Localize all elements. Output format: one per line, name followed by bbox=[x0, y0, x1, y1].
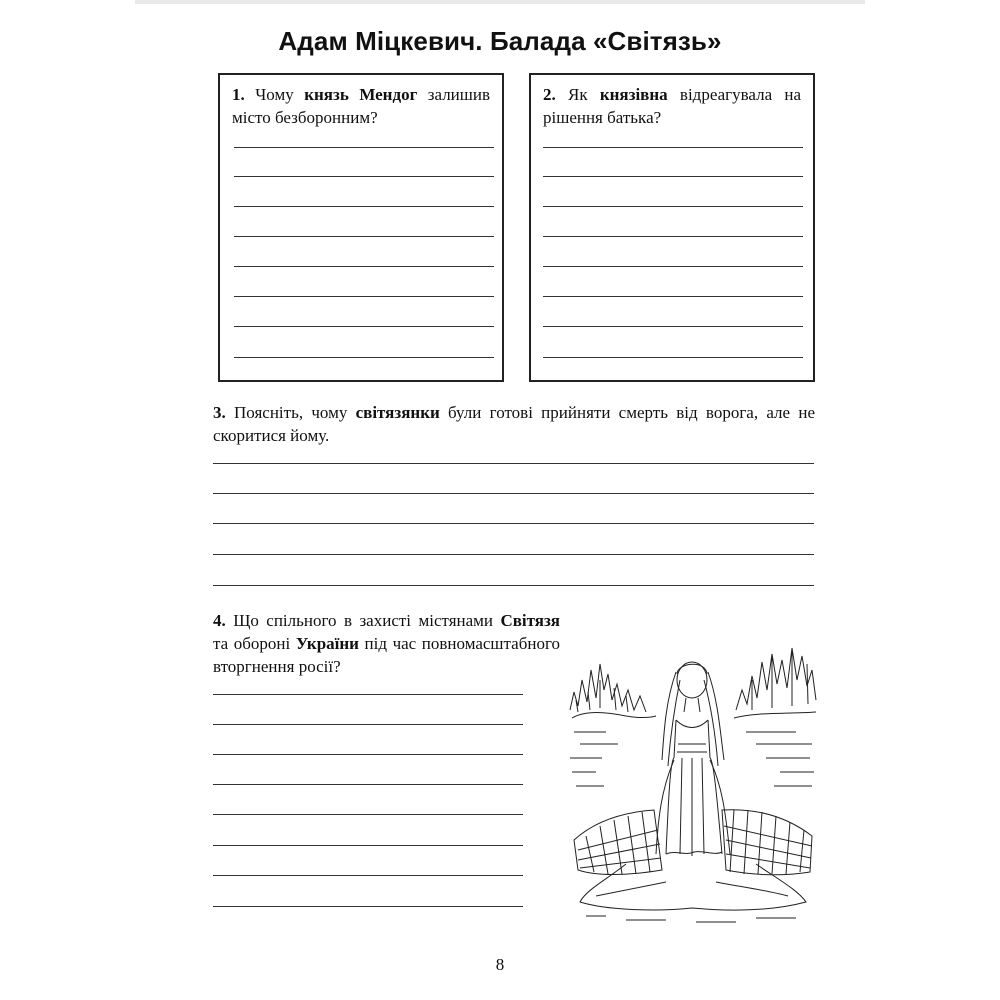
answer-line[interactable] bbox=[234, 176, 494, 177]
question-4-keyword: Світязя bbox=[500, 611, 560, 630]
answer-line[interactable] bbox=[234, 206, 494, 207]
trees-left bbox=[570, 664, 656, 718]
answer-line[interactable] bbox=[213, 554, 814, 555]
question-2-part: Як bbox=[555, 85, 600, 104]
question-3-part: Поясніть, чому bbox=[225, 403, 356, 422]
answer-line[interactable] bbox=[213, 845, 523, 846]
question-1-part: Чому bbox=[244, 85, 305, 104]
question-2-number: 2. bbox=[543, 85, 556, 104]
answer-line[interactable] bbox=[234, 236, 494, 237]
question-4-keyword: України bbox=[295, 634, 359, 653]
answer-line[interactable] bbox=[213, 493, 814, 494]
answer-line[interactable] bbox=[213, 906, 523, 907]
answer-line[interactable] bbox=[543, 296, 803, 297]
page-title: Адам Міцкевич. Балада «Світязь» bbox=[278, 26, 722, 56]
question-4-number: 4. bbox=[213, 611, 226, 630]
question-1-keyword: князь Мендог bbox=[304, 85, 418, 104]
question-1-text bbox=[232, 83, 490, 129]
answer-line[interactable] bbox=[543, 266, 803, 267]
answer-line[interactable] bbox=[213, 784, 523, 785]
svitiaz-maiden-illustration bbox=[566, 640, 818, 926]
question-4-part: під час повномасштабного вторгнення росії? bbox=[213, 634, 561, 676]
question-3-number: 3. bbox=[213, 403, 226, 422]
answer-line[interactable] bbox=[543, 176, 803, 177]
question-3-part: були готові прийняти смерть від ворога, але не скоритися йому. bbox=[213, 403, 815, 445]
question-2-text bbox=[543, 83, 801, 129]
question-3-text bbox=[213, 401, 815, 447]
answer-line[interactable] bbox=[213, 814, 523, 815]
question-2-keyword: князівна bbox=[599, 85, 668, 104]
answer-line[interactable] bbox=[213, 585, 814, 586]
answer-line[interactable] bbox=[213, 875, 523, 876]
answer-line[interactable] bbox=[543, 147, 803, 148]
page-number: 8 bbox=[495, 955, 505, 974]
answer-line[interactable] bbox=[213, 523, 814, 524]
question-1-part: залишив місто безборонним? bbox=[232, 85, 490, 127]
question-4-part: Що спільного в захисті містянами bbox=[225, 611, 501, 630]
answer-line[interactable] bbox=[543, 206, 803, 207]
question-4-text bbox=[213, 609, 560, 678]
page-top-edge bbox=[135, 0, 865, 4]
question-1-number: 1. bbox=[232, 85, 245, 104]
answer-line[interactable] bbox=[234, 296, 494, 297]
fishing-net-right bbox=[722, 810, 812, 875]
answer-line[interactable] bbox=[234, 147, 494, 148]
answer-line[interactable] bbox=[543, 326, 803, 327]
question-1-box bbox=[218, 73, 504, 382]
question-2-box bbox=[529, 73, 815, 382]
question-3-keyword: світязянки bbox=[355, 403, 440, 422]
answer-line[interactable] bbox=[213, 724, 523, 725]
question-4-part: та обороні bbox=[213, 634, 296, 653]
answer-line[interactable] bbox=[213, 754, 523, 755]
answer-line[interactable] bbox=[234, 357, 494, 358]
question-2-part: відреагувала на рішення батька? bbox=[543, 85, 801, 127]
answer-line[interactable] bbox=[234, 266, 494, 267]
maiden-figure bbox=[656, 662, 730, 856]
answer-line[interactable] bbox=[213, 694, 523, 695]
trees-right bbox=[734, 648, 816, 718]
answer-line[interactable] bbox=[543, 236, 803, 237]
answer-line[interactable] bbox=[234, 326, 494, 327]
answer-line[interactable] bbox=[543, 357, 803, 358]
fishing-net-left bbox=[574, 810, 662, 875]
answer-line[interactable] bbox=[213, 463, 814, 464]
